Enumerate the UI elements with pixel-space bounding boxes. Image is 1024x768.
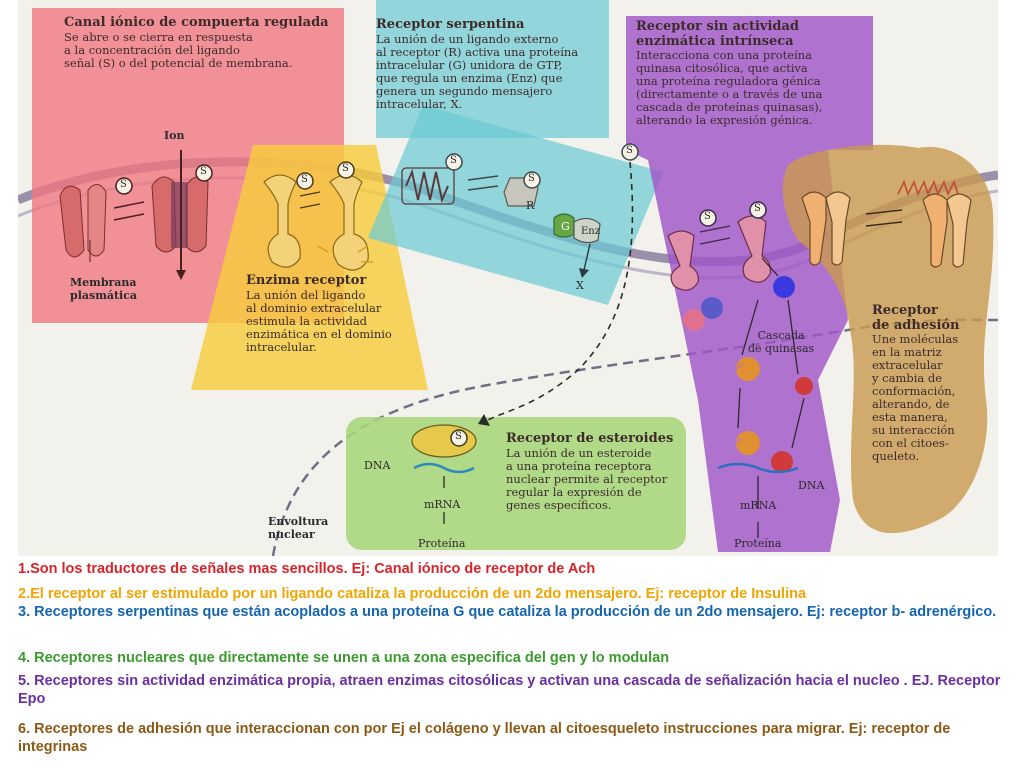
- s-label: S: [754, 203, 761, 214]
- receptor-types-figure: [18, 0, 998, 556]
- mrna-label-kinase: mRNA: [740, 499, 777, 512]
- enzima-receptor-text: La unión del ligando al dominio extracelular estimula la actividad enzimática en el dominio intracelular.: [246, 287, 392, 354]
- caption-line-6: 6. Receptores de adhesión que interaccionan con por Ej el colágeno y llevan al citoesqueleto instrucciones para migrar. Ej: receptor de integrinas: [18, 721, 951, 755]
- adhesion-text: Une moléculas en la matriz extracelular y cambia de conformación, alterando, de esta manera, su interacción con el citoes- queleto.: [872, 332, 959, 464]
- g-label: G: [561, 220, 570, 233]
- s-label: S: [120, 179, 127, 190]
- caption-line-4: 4. Receptores nucleares que directamente se unen a una zona especifica del gen y lo modulan: [18, 650, 670, 666]
- enzima-receptor-box: [246, 274, 426, 354]
- adhesion-title: Receptor de adhesión: [872, 303, 960, 333]
- s-label: S: [704, 211, 711, 222]
- proteina-label-kinase: Proteína: [734, 537, 782, 550]
- caption-line-1: 1.Son los traductores de señales mas sencillos. Ej: Canal iónico de receptor de Ach: [18, 561, 596, 577]
- mrna-label-steroid: mRNA: [424, 498, 461, 511]
- proteina-label-steroid: Proteína: [418, 537, 466, 550]
- envoltura-nuclear-label: Envoltura nuclear: [268, 515, 329, 541]
- esteroides-text: La unión de un esteroide a una proteína receptora nuclear permite al receptor regular la expresión de genes específicos.: [506, 445, 668, 512]
- canal-ionico-box: [64, 16, 342, 70]
- r-label: R: [526, 199, 535, 212]
- caption-line-2: 2.El receptor al ser estimulado por un ligando cataliza la producción de un 2do mensajero. Ej: receptor de Insulina: [18, 586, 807, 602]
- x-label: X: [576, 279, 584, 292]
- dna-label-steroid: DNA: [364, 459, 391, 472]
- sin-actividad-title: Receptor sin actividad enzimática intrínseca: [636, 19, 800, 49]
- serpentina-title: Receptor serpentina: [376, 17, 525, 32]
- s-label: S: [301, 174, 308, 185]
- s-label: S: [455, 431, 462, 442]
- enz-label: Enz: [581, 226, 601, 237]
- adhesion-box: [872, 304, 990, 463]
- ion-label: Ion: [164, 129, 185, 142]
- s-label: S: [342, 163, 349, 174]
- sin-actividad-text: Interacciona con una proteína quinasa citosólica, que activa una proteína reguladora génica (directamente o a través de una cascada de proteínas quinasas), alterando la expresión génica.: [636, 48, 823, 128]
- cascada-quinasas-label: Cascada de quinasas: [748, 329, 815, 355]
- canal-ionico-title: Canal iónico de compuerta regulada: [64, 15, 329, 30]
- s-label: S: [528, 173, 535, 184]
- dna-label-kinase: DNA: [798, 479, 825, 492]
- serpentina-box: [376, 18, 608, 111]
- s-label: S: [450, 155, 457, 166]
- sin-actividad-box: [636, 20, 868, 127]
- serpentina-text: La unión de un ligando externo al receptor (R) activa una proteína intracelular (G) unidora de GTP, que regula un enzima (Enz) que genera un segundo mensajero intracelular, X.: [376, 31, 579, 111]
- caption-line-5: 5. Receptores sin actividad enzimática propia, atraen enzimas citosólicas y activan una cascada de señalización hacia el nucleo . EJ. Receptor Epo: [18, 673, 1001, 707]
- s-label: S: [200, 166, 207, 177]
- esteroides-title: Receptor de esteroides: [506, 431, 674, 446]
- caption-line-3: 3. Receptores serpentinas que están acoplados a una proteína G que cataliza la producción de un 2do mensajero. Ej: receptor b- adrenérgico.: [18, 604, 997, 620]
- enzima-receptor-title: Enzima receptor: [246, 273, 367, 288]
- esteroides-box: [506, 432, 686, 512]
- s-label: S: [626, 145, 633, 156]
- canal-ionico-text: Se abre o se cierra en respuesta a la concentración del ligando señal (S) o del potencial de membrana.: [64, 29, 293, 70]
- membrana-plasmatica-label: Membrana plasmática: [70, 276, 138, 302]
